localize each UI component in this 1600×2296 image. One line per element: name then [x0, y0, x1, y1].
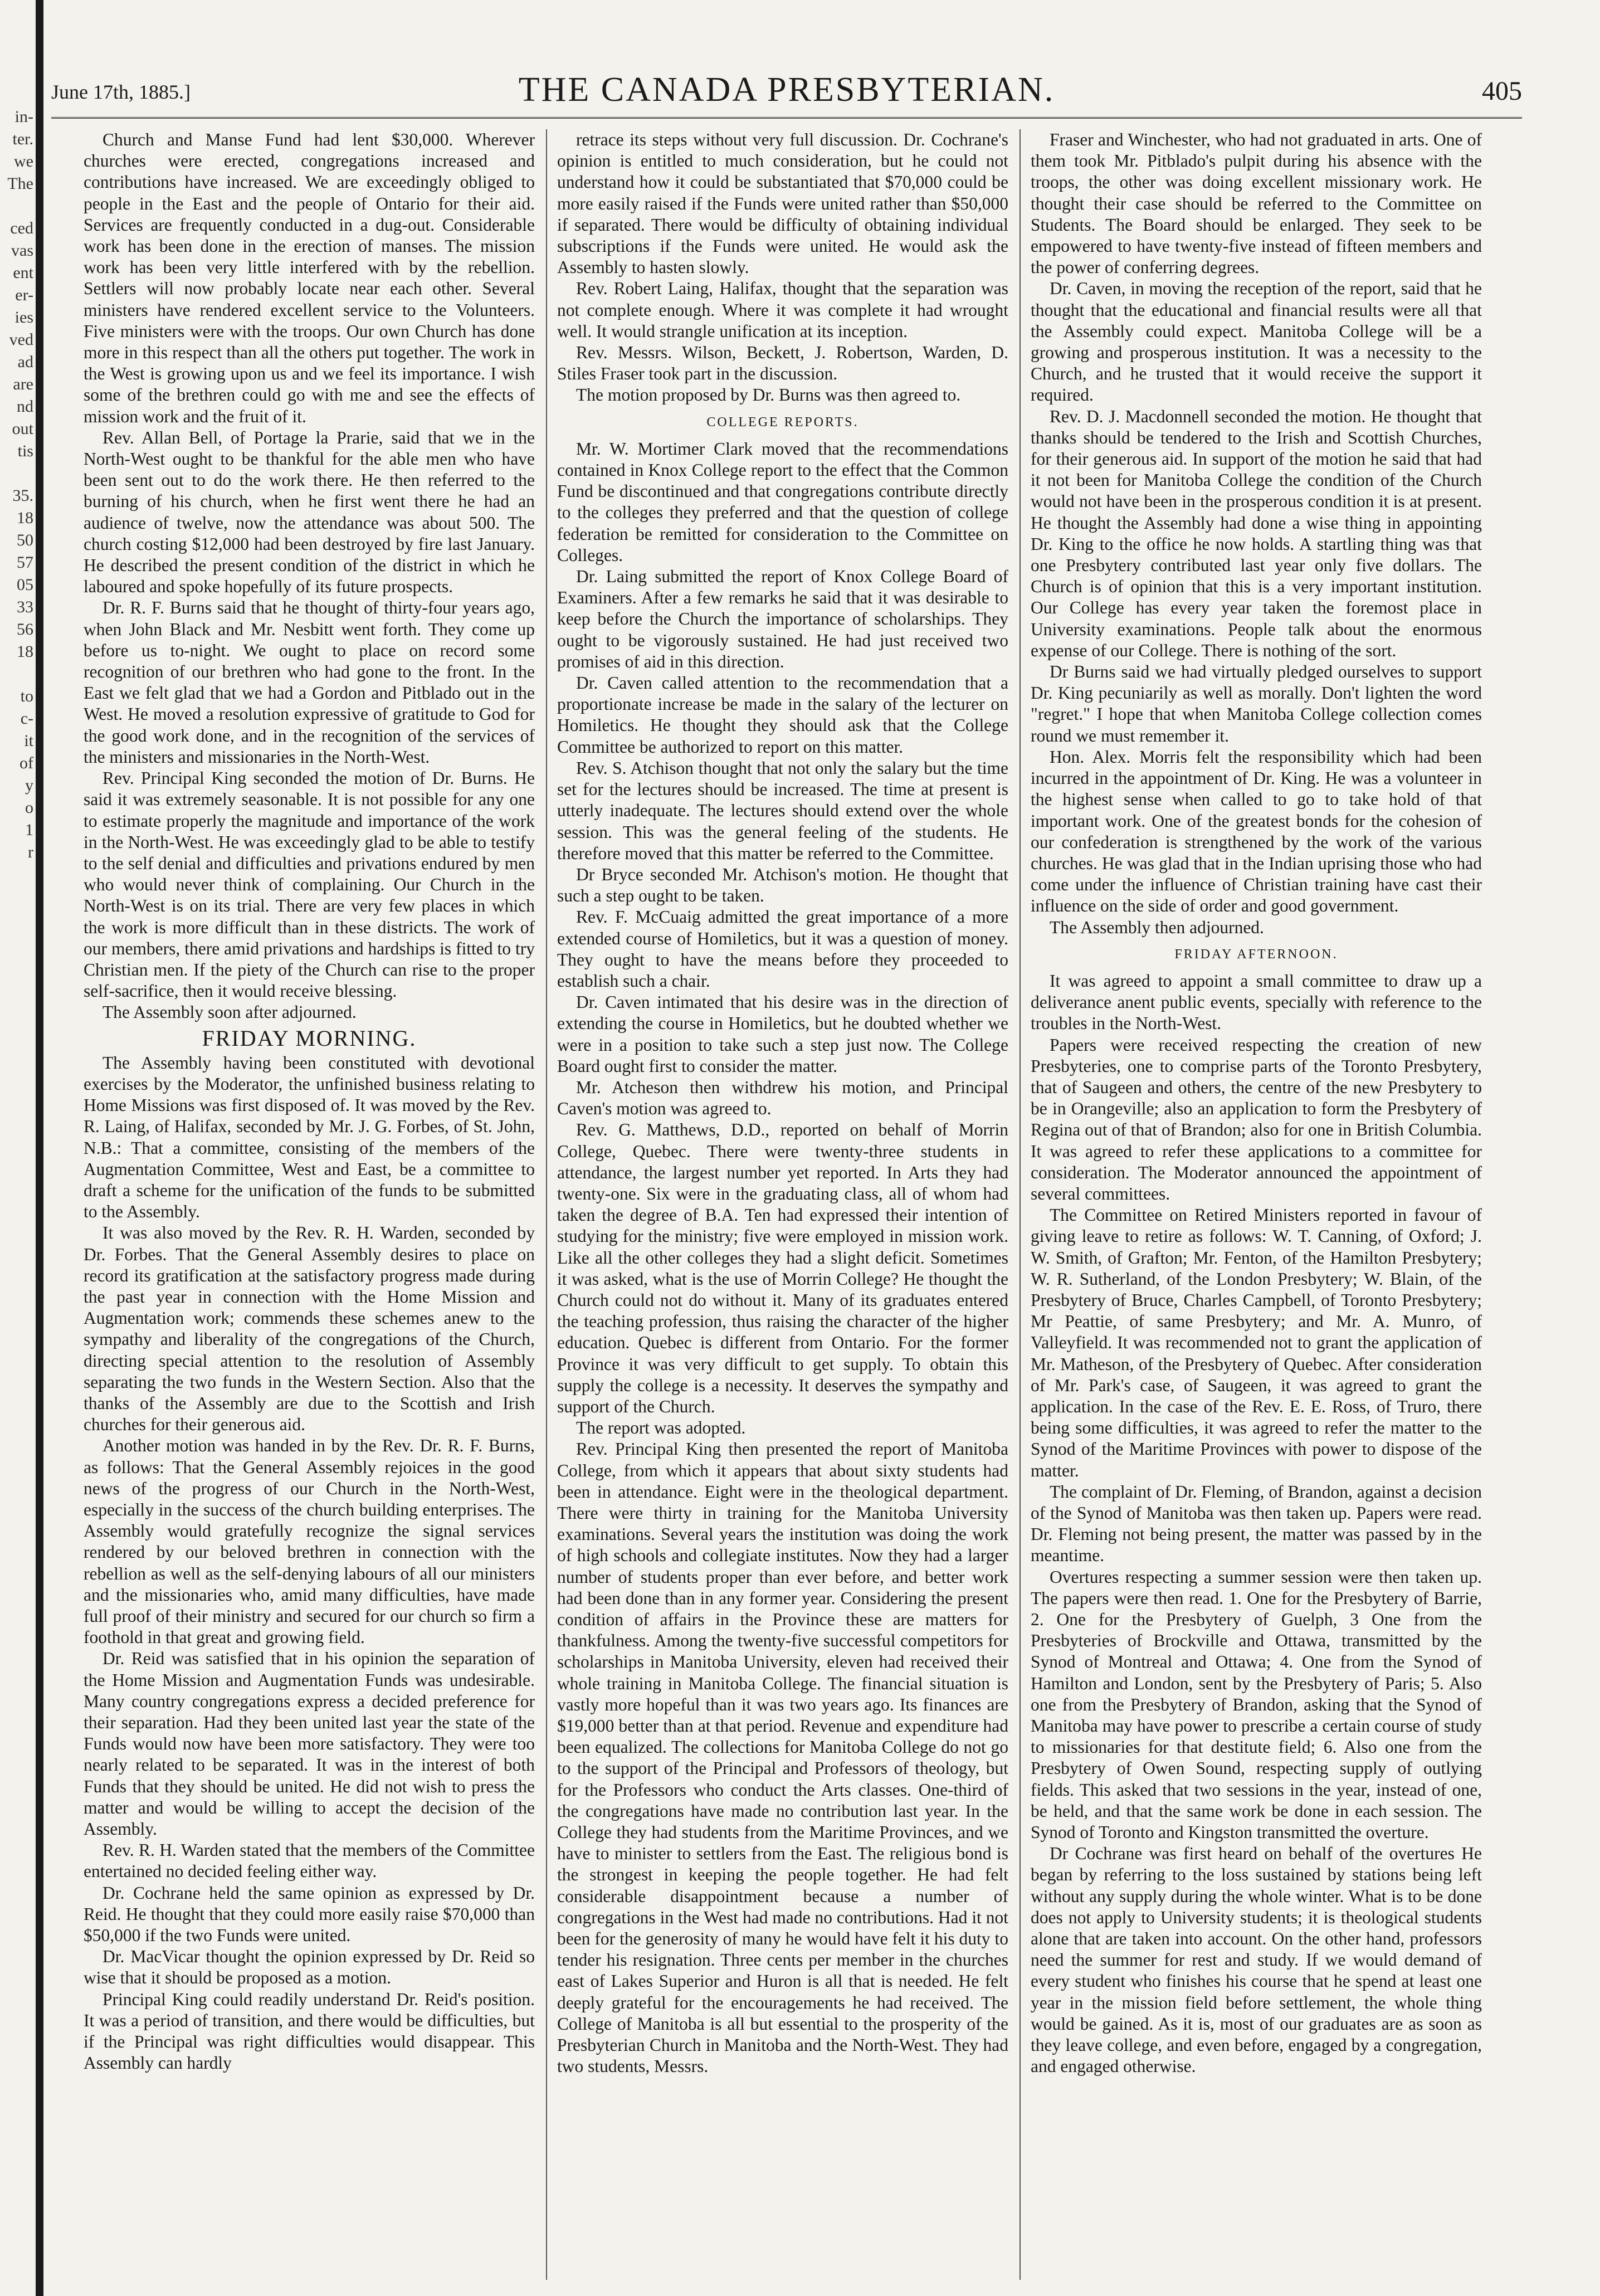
- column-2-paragraphs-after: [557, 438, 1008, 2078]
- issue-date: June 17th, 1885.]: [51, 81, 191, 103]
- margin-fragment: ter.: [12, 130, 33, 148]
- paragraph: Dr. Reid was satisfied that in his opinion the separation of the Home Mission and Augmentation Funds was undesirable. Many country congregations express a decided preference for their separation. Had they been united last year the state of the Funds would now have been more satisfactory. They were too nearly related to be separated. It was in the interest of both Funds that they should be united. He did not wish to press the matter and would be willing to accept the decision of the Assembly.: [84, 1649, 535, 1839]
- column-3-paragraphs: [1031, 129, 1482, 938]
- paragraph: Dr. MacVicar thought the opinion expressed by Dr. Reid so wise that it should be proposed as a motion.: [84, 1947, 535, 1988]
- paragraph: Mr. Atcheson then withdrew his motion, and Principal Caven's motion was agreed to.: [557, 1077, 1008, 1119]
- section-heading-friday-afternoon: FRIDAY AFTERNOON.: [1174, 947, 1338, 962]
- paragraph: Dr. Caven called attention to the recommendation that a proportionate increase be made in the salary of the lecturer on Homiletics. He thought they should ask that the College Committee be authorized to report on this matter.: [557, 673, 1008, 757]
- paragraph: Dr. Laing submitted the report of Knox College Board of Examiners. After a few remarks he said that it was desirable to keep before the Church the importance of scholarships. They ought to be vigorously sustained. He had just received two promises of aid in this direction.: [557, 567, 1008, 671]
- margin-fragment: c-: [20, 709, 33, 728]
- margin-fragment: ad: [17, 353, 33, 371]
- section-heading-college-reports: COLLEGE REPORTS.: [706, 415, 859, 430]
- column-2: [557, 129, 1008, 2280]
- column-3: [1031, 129, 1482, 2280]
- margin-fragment: 56: [17, 620, 33, 638]
- paragraph: Dr Cochrane was first heard on behalf of the overtures He began by referring to the loss sustained by stations being left without any supply during the whole winter. What is to be done does not apply to University students; it is theological students alone that are taken into account. On the other hand, professors need the summer for rest and study. If we would demand of every student who finishes his course that he spend at least one year in the mission field before settlement, the whole thing would be gained. As it is, most of our graduates are as soon as they leave college, and even before, engaged by a congregation, and engaged otherwise.: [1031, 1844, 1482, 2076]
- paragraph: Overtures respecting a summer session were then taken up. The papers were then read. 1. One for the Presbytery of Barrie, 2. One for the Presbytery of Guelph, 3 One from the Presbyteries of Brockville and Ottawa, transmitted by the Synod of Montreal and Ottawa; 4. One from the Synod of Hamilton and London, sent by the Presbytery of Paris; 5. Also one from the Presbytery of Brandon, asking that the Synod of Manitoba may have power to prescribe a certain course of study to missionaries for that destitute field; 6. Also one from the Presbytery of Owen Sound, respecting supply of outlying fields. This asked that two sessions in the year, instead of one, be held, and that the same work be done in each session. The Synod of Toronto and Kingston transmitted the overture.: [1031, 1567, 1482, 1842]
- paragraph: Dr Bryce seconded Mr. Atchison's motion. He thought that such a step ought to be taken.: [557, 864, 1008, 906]
- margin-fragment: are: [13, 375, 33, 393]
- paragraph: Fraser and Winchester, who had not graduated in arts. One of them took Mr. Pitblado's pulpit during his absence with the troops, the other was doing excellent missionary work. He thought their case should be referred to the Committee on Students. The Board should be enlarged. They seek to be empowered to have twenty-five instead of fifteen members and the power of conferring degrees.: [1031, 130, 1482, 277]
- margin-fragment: ies: [14, 308, 33, 326]
- paragraph: Rev. Principal King then presented the report of Manitoba College, from which it appears that about sixty students had been in attendance. Eight were in the theological department. There were thirty in training for the Manitoba University examinations. Several years the institution was doing the work of high schools and collegiate institutes. Now they had a larger number of students proper than ever before, and better work had been done than in any former year. Considering the present condition of affairs in the Province these are matters for thankfulness. Among the twenty-five successful competitors for scholarships in Manitoba University, eleven had received their whole training in Manitoba College. The financial situation is vastly more hopeful than it was two years ago. Its finances are $19,000 better than at that period. Revenue and expenditure had been equalized. The collections for Manitoba College do not go to the support of the Principal and Professors of theology, but for the Professors who conduct the Arts classes. One-third of the congregations have made no contribution last year. In the College they had students from the Maritime Provinces, and we have to minister to settlers from the East. The religious bond is the strongest in keeping the people together. He had felt considerable disappointment because a number of congregations in the West had made no contributions. Had it not been for the generosity of many he would have felt it his duty to tender his resignation. Three cents per member in the churches east of Lakes Superior and Huron is all that is needed. He felt deeply grateful for the encouragements he had received. The College of Manitoba is all but essential to the prosperity of the Presbyterian Church in Manitoba and the North-West. They had two students, Messrs.: [557, 1439, 1008, 2076]
- margin-fragment: tis: [17, 442, 33, 460]
- section-heading-friday-morning: FRIDAY MORNING.: [202, 1025, 417, 1051]
- paragraph: Mr. W. Mortimer Clark moved that the recommendations contained in Knox College report to the effect that the Common Fund be discontinued and that congregations contribute directly to the colleges they preferred and that the question of college federation be remitted for consideration to the Committee on Colleges.: [557, 438, 1008, 565]
- margin-fragment: 35.: [12, 486, 33, 505]
- adjacent-page-margin: [0, 106, 33, 1220]
- paragraph: Dr Burns said we had virtually pledged ourselves to support Dr. King pecuniarily as well as morally. Don't lighten the word "regret." I hope that when Manitoba College collection comes round we must remember it.: [1031, 662, 1482, 745]
- margin-fragment: of: [19, 754, 33, 772]
- paragraph: Rev. Principal King seconded the motion of Dr. Burns. He said it was extremely seasonable. It is not possible for any one to estimate properly the magnitude and importance of the work in the North-West. He was exceedingly glad to be able to testify to the self denial and difficulties and privations endured by men who would never think of complaining. Our Church in the North-West is on its trial. There are very few places in which the work is more difficult than in these districts. The work of our members, there amid privations and hardships is fitted to try Christian men. If the piety of the Church can rise to the proper self-sacrifice, then it would receive blessing.: [84, 768, 535, 1001]
- column-1-paragraphs: [84, 129, 535, 1023]
- margin-fragment: 57: [17, 553, 33, 572]
- paragraph: The Committee on Retired Ministers reported in favour of giving leave to retire as follows: W. T. Canning, of Oxford; J. W. Smith, of Grafton; Mr. Fenton, of the Hamilton Presbytery; W. R. Sutherland, of the London Presbytery; W. Blain, of the Presbytery of Bruce, Charles Campbell, of Toronto Presbytery; Mr Peattie, of same Presbytery; and Mr. A. Munro, of Valleyfield. It was recommended not to grant the application of Mr. Matheson, of the Presbytery of Quebec. After consideration of Mr. Park's case, of Saugeen, it was agreed to grant the application. In the case of the Rev. E. E. Ross, of Truro, there being some difficulties, it was agreed to refer the matter to the Synod of the Maritime Provinces with power to dispose of the matter.: [1031, 1205, 1482, 1480]
- paragraph: Dr. R. F. Burns said that he thought of thirty-four years ago, when John Black and Mr. Nesbitt went forth. They come up before us to-night. We ought to place on record some recognition of our brethren who had gone to the front. In the East we felt glad that we had a Gordon and Pitblado out in the West. He moved a resolution expressive of gratitude to God for the good work done, and in the recognition of the services of the ministers and missionaries in the North-West.: [84, 598, 535, 767]
- paragraph: The motion proposed by Dr. Burns was then agreed to.: [576, 385, 961, 405]
- margin-fragment: 33: [17, 598, 33, 616]
- paragraph: The report was adopted.: [576, 1418, 746, 1438]
- paragraph: Rev. Robert Laing, Halifax, thought that the separation was not complete enough. Where it was complete it had wrought well. It would strangle unification at its inception.: [557, 279, 1008, 341]
- paragraph: retrace its steps without very full discussion. Dr. Cochrane's opinion is entitled to much consideration, but he could not understand how it could be substantiated that $70,000 could be more easily raised if the Funds were united rather than $50,000 if separated. There would be difficulty of obtaining individual subscriptions if the Funds were united. He would ask the Assembly to hasten slowly.: [557, 130, 1008, 277]
- column-1-paragraphs-after: [84, 1052, 535, 2074]
- margin-fragment: ced: [10, 219, 33, 237]
- column-rule: [546, 129, 547, 2280]
- paragraph: Rev. R. H. Warden stated that the members of the Committee entertained no decided feeling either way.: [84, 1840, 535, 1881]
- margin-fragment: to: [20, 687, 33, 705]
- margin-fragment: it: [24, 732, 33, 750]
- margin-fragment: in-: [14, 108, 33, 126]
- margin-fragment: 50: [17, 531, 33, 549]
- margin-fragment: 05: [17, 576, 33, 594]
- paragraph: Papers were received respecting the creation of new Presbyteries, one to comprise parts of the Toronto Presbytery, that of Saugeen and others, the centre of the new Presbytery to be in Orangeville; also an application to form the Presbytery of Regina out of that of Brandon; also for one in British Columbia. It was agreed to refer these applications to a committee for consideration. The Moderator announced the appointment of several committees.: [1031, 1035, 1482, 1203]
- paragraph: Rev. S. Atchison thought that not only the salary but the time set for the lectures should be increased. The time at present is utterly inadequate. The lectures should extend over the whole session. This was the general feeling of the students. He therefore moved that this matter be referred to the Committee.: [557, 758, 1008, 863]
- margin-fragment: ent: [13, 264, 33, 282]
- paragraph: Rev. F. McCuaig admitted the great importance of a more extended course of Homiletics, but it was a question of money. They ought to have the means before they proceeded to establish such a chair.: [557, 907, 1008, 991]
- paragraph: Rev. Messrs. Wilson, Beckett, J. Robertson, Warden, D. Stiles Fraser took part in the discussion.: [557, 343, 1008, 384]
- paragraph: The complaint of Dr. Fleming, of Brandon, against a decision of the Synod of Manitoba was then taken up. Papers were read. Dr. Fleming not being present, the matter was passed by in the meantime.: [1031, 1481, 1482, 1566]
- paragraph: The Assembly soon after adjourned.: [103, 1002, 357, 1022]
- margin-fragment: we: [14, 152, 33, 170]
- paragraph: Rev. Allan Bell, of Portage la Prarie, said that we in the North-West ought to be thankful for the able men who have been sent out to do the work there. He then referred to the burning of his church, when he first went there he had an audience of twelve, now the attendance was about 500. The church costing $12,000 had been destroyed by fire last January. He described the present condition of the district in which he laboured and spoke hopefully of its future prospects.: [84, 427, 535, 597]
- margin-fragment: [0, 195, 33, 217]
- paragraph: The Assembly having been constituted with devotional exercises by the Moderator, the unfinished business relating to Home Missions was first disposed of. It was moved by the Rev. R. Laing, of Halifax, seconded by Mr. J. G. Forbes, of St. John, N.B.: That a committee, consisting of the members of the Augmentation Committee, West and East, be a committee to draft a scheme for the unification of the funds to be submitted to the Assembly.: [84, 1052, 535, 1222]
- margin-fragment: vas: [11, 241, 33, 260]
- paragraph: Dr. Caven, in moving the reception of the report, said that he thought that the educational and financial results were all that the Assembly could expect. Manitoba College will be a growing and prosperous institution. It was a necessity to the Church, and he trusted that it would receive the support it required.: [1031, 279, 1482, 405]
- margin-fragment: The: [7, 174, 33, 193]
- column-3-paragraphs-after: [1031, 971, 1482, 2078]
- margin-fragment: ved: [9, 330, 33, 349]
- margin-fragment: [0, 462, 33, 485]
- margin-fragment: y: [25, 776, 33, 794]
- margin-fragment: er-: [15, 286, 33, 304]
- binding-edge: [36, 0, 43, 2296]
- paragraph: It was also moved by the Rev. R. H. Warden, seconded by Dr. Forbes. That the General Assembly desires to place on record its gratification at the satisfactory progress made during the past year in connection with the Home Mission and Augmentation work; commends these schemes anew to the sympathy and liberality of the congregations of the Church, directing special attention to the resolution of Assembly separating the two funds in the Western Section. Also that the thanks of the Assembly are due to the Scottish and Irish churches for their generous aid.: [84, 1223, 535, 1435]
- paragraph: Hon. Alex. Morris felt the responsibility which had been incurred in the appointment of Dr. King. He was a volunteer in the highest sense when called to go to take hold of that important work. One of the greatest bonds for the cohesion of our confederation is strengthened by the work of the various churches. He was glad that in the Indian uprising those who had come under the influence of Christian training have cast their influence on the side of order and good government.: [1031, 747, 1482, 916]
- paragraph: Church and Manse Fund had lent $30,000. Wherever churches were erected, congregations increased and contributions have increased. We are exceedingly obliged to people in the East and the people of Ontario for their aid. Services are frequently conducted in a dug-out. Considerable work has been done in the erection of manses. The mission work has been very little interfered with by the rebellion. Settlers will now probably locate near each other. Several ministers have rendered excellent service to the Volunteers. Five ministers were with the troops. Our own Church has done more in this respect than all the others put together. The work in the West is growing upon us and we feel its importance. I wish some of the brethren could go with me and see the effects of mission work and the fruit of it.: [84, 130, 535, 426]
- page-number: 405: [1482, 76, 1522, 106]
- column-rule: [1019, 129, 1021, 2280]
- margin-fragment: o: [25, 798, 33, 817]
- margin-fragment: 1: [25, 821, 33, 839]
- paragraph: Dr. Caven intimated that his desire was in the direction of extending the course in Homiletics, but he doubted whether we were in a position to take such a step just now. The College Board ought first to consider the matter.: [557, 992, 1008, 1076]
- column-1: [84, 129, 535, 2280]
- paragraph: Rev. D. J. Macdonnell seconded the motion. He thought that thanks should be tendered to the Irish and Scottish Churches, for their generous aid. In support of the motion he said that had it not been for Manitoba College the condition of the Church would not have been in the prosperous condition it is at present. He thought the Assembly had done a wise thing in appointing Dr. King to the office he now holds. A startling thing was that one Presbytery contributed last year only five dollars. The Church is of opinion that this is a very important institution. Our College has every year taken the foremost place in University examinations. People talk about the enormous expense of our College. There is nothing of the sort.: [1031, 406, 1482, 660]
- margin-fragment: r: [28, 843, 33, 861]
- margin-fragment: [0, 663, 33, 685]
- paragraph: The Assembly then adjourned.: [1050, 917, 1264, 937]
- margin-fragment: 18: [17, 642, 33, 661]
- paragraph: Rev. G. Matthews, D.D., reported on behalf of Morrin College, Quebec. There were twenty-three students in attendance, the largest number yet reported. In Arts they had twenty-one. Six were in the graduating class, all of whom had taken the degree of B.A. Ten had expressed their intention of studying for the ministry; five were employed in mission work. Like all the other colleges they had a slight deficit. Sometimes it was asked, what is the use of Morrin College? He thought the Church could not do without it. Many of its graduates entered the teaching profession, thus raising the character of the higher education. Quebec is different from Ontario. For the former Province it was very difficult to get supply. To obtain this supply the college is a necessity. It deserves the sympathy and support of the Church.: [557, 1120, 1008, 1416]
- page-header: [51, 66, 1522, 119]
- paragraph: Principal King could readily understand Dr. Reid's position. It was a period of transition, and there would be difficulties, but if the Principal was right difficulties would disappear. This Assembly can hardly: [84, 1989, 535, 2073]
- margin-fragment: nd: [17, 397, 33, 416]
- publication-title: THE CANADA PRESBYTERIAN.: [518, 71, 1055, 109]
- column-2-paragraphs: [557, 129, 1008, 406]
- margin-fragment: 18: [17, 509, 33, 527]
- paragraph: Another motion was handed in by the Rev. Dr. R. F. Burns, as follows: That the General Assembly rejoices in the good news of the progress of our Church in the North-West, especially in the success of the church building enterprises. The Assembly would gratefully recognize the signal services rendered by our beloved brethren in connection with the rebellion as well as the self-denying labours of all our ministers and the missionaries who, amid many difficulties, have made full proof of their ministry and secured for our church so firm a foothold in that great and growing field.: [84, 1436, 535, 1647]
- margin-fragment: out: [12, 420, 33, 438]
- paragraph: It was agreed to appoint a small committee to draw up a deliverance anent public events, specially with reference to the troubles in the North-West.: [1031, 971, 1482, 1034]
- paragraph: Dr. Cochrane held the same opinion as expressed by Dr. Reid. He thought that they could more easily raise $70,000 than $50,000 if the two Funds were united.: [84, 1883, 535, 1946]
